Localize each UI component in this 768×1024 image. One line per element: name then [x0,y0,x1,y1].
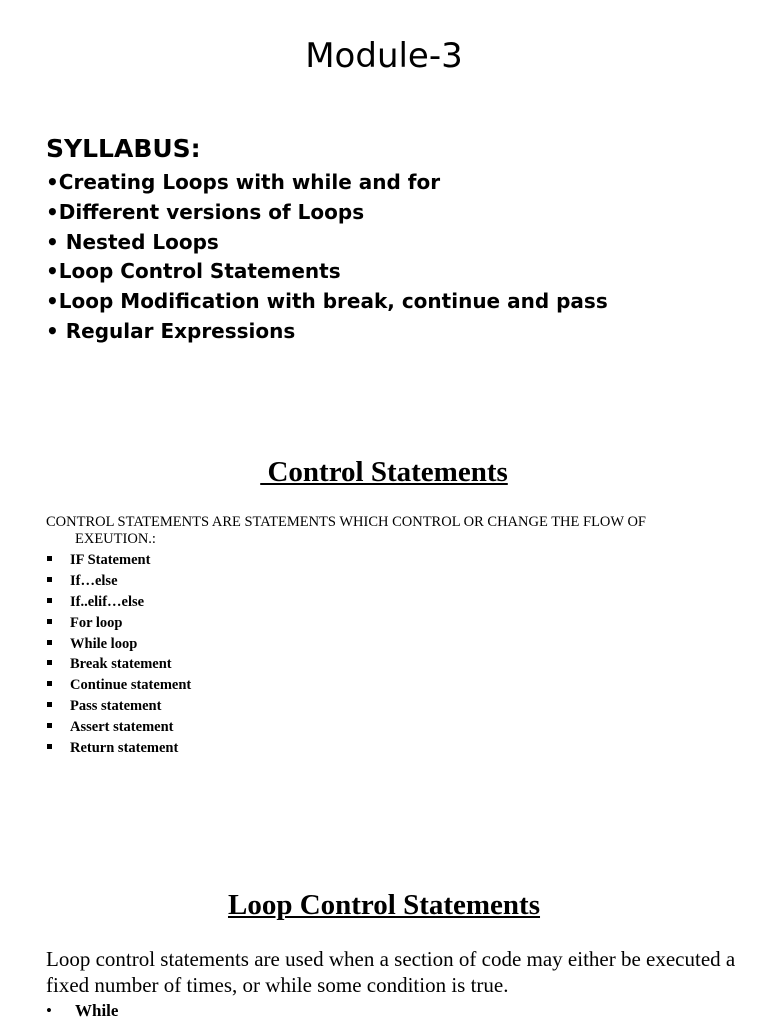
list-item [46,635,191,656]
list-item-label: If..elif…else [70,593,145,610]
bullet-icon: • [46,1001,52,1020]
list-item-label: For loop [70,614,123,631]
list-item [46,1000,118,1022]
square-bullet-icon [47,556,52,561]
syllabus-item: •Loop Control Statements [46,259,341,284]
square-bullet-icon [47,723,52,728]
list-item [46,718,191,739]
square-bullet-icon [47,681,52,686]
list-item-label: IF Statement [70,552,151,568]
square-bullet-icon [47,577,52,582]
square-bullet-icon [47,702,52,707]
list-item-label: If…else [70,572,118,589]
list-item [46,614,191,635]
syllabus-item: • Nested Loops [46,229,219,254]
list-item [46,655,191,676]
square-bullet-icon [47,598,52,603]
list-item [46,572,191,593]
module-title: Module-3 [305,36,463,76]
list-item-label: Return statement [70,740,179,757]
loop-control-statements-title: Loop Control Statements [227,889,541,921]
syllabus-heading: SYLLABUS: [46,134,201,163]
list-item-label: While [75,1001,119,1020]
list-item [46,593,191,614]
list-item [46,676,191,697]
intro-line-1: CONTROL STATEMENTS ARE STATEMENTS WHICH CONTROL OR CHANGE THE FLOW OF [46,514,646,530]
loop-control-paragraph: Loop control statements are used when a section of code may either be executed a fixed number of times, or while some condition is true. [46,947,736,997]
list-item-label: While loop [70,635,138,652]
list-item-label: Break statement [70,656,172,673]
square-bullet-icon [47,660,52,665]
control-statements-title [0,456,768,489]
square-bullet-icon [47,640,52,645]
syllabus-item: • Regular Expressions [46,318,296,343]
list-item-label: Pass statement [70,698,162,715]
syllabus-item: •Creating Loops with while and for [46,170,441,194]
list-item-label: Assert statement [70,719,174,736]
list-item-label: Continue statement [70,677,192,694]
list-item [46,551,191,572]
control-statements-list [46,551,191,760]
syllabus-item: •Different versions of Loops [46,199,365,224]
square-bullet-icon [47,619,52,624]
control-statements-title-text: Control Statements [260,456,508,488]
loop-control-list [46,1000,118,1022]
control-statements-intro [46,514,726,548]
intro-line-2: EXEUTION.: [75,531,156,547]
square-bullet-icon [47,744,52,749]
list-item [46,697,191,718]
list-item [46,739,191,760]
syllabus-item: •Loop Modification with break, continue and pass [46,289,608,314]
syllabus-list [46,168,608,347]
